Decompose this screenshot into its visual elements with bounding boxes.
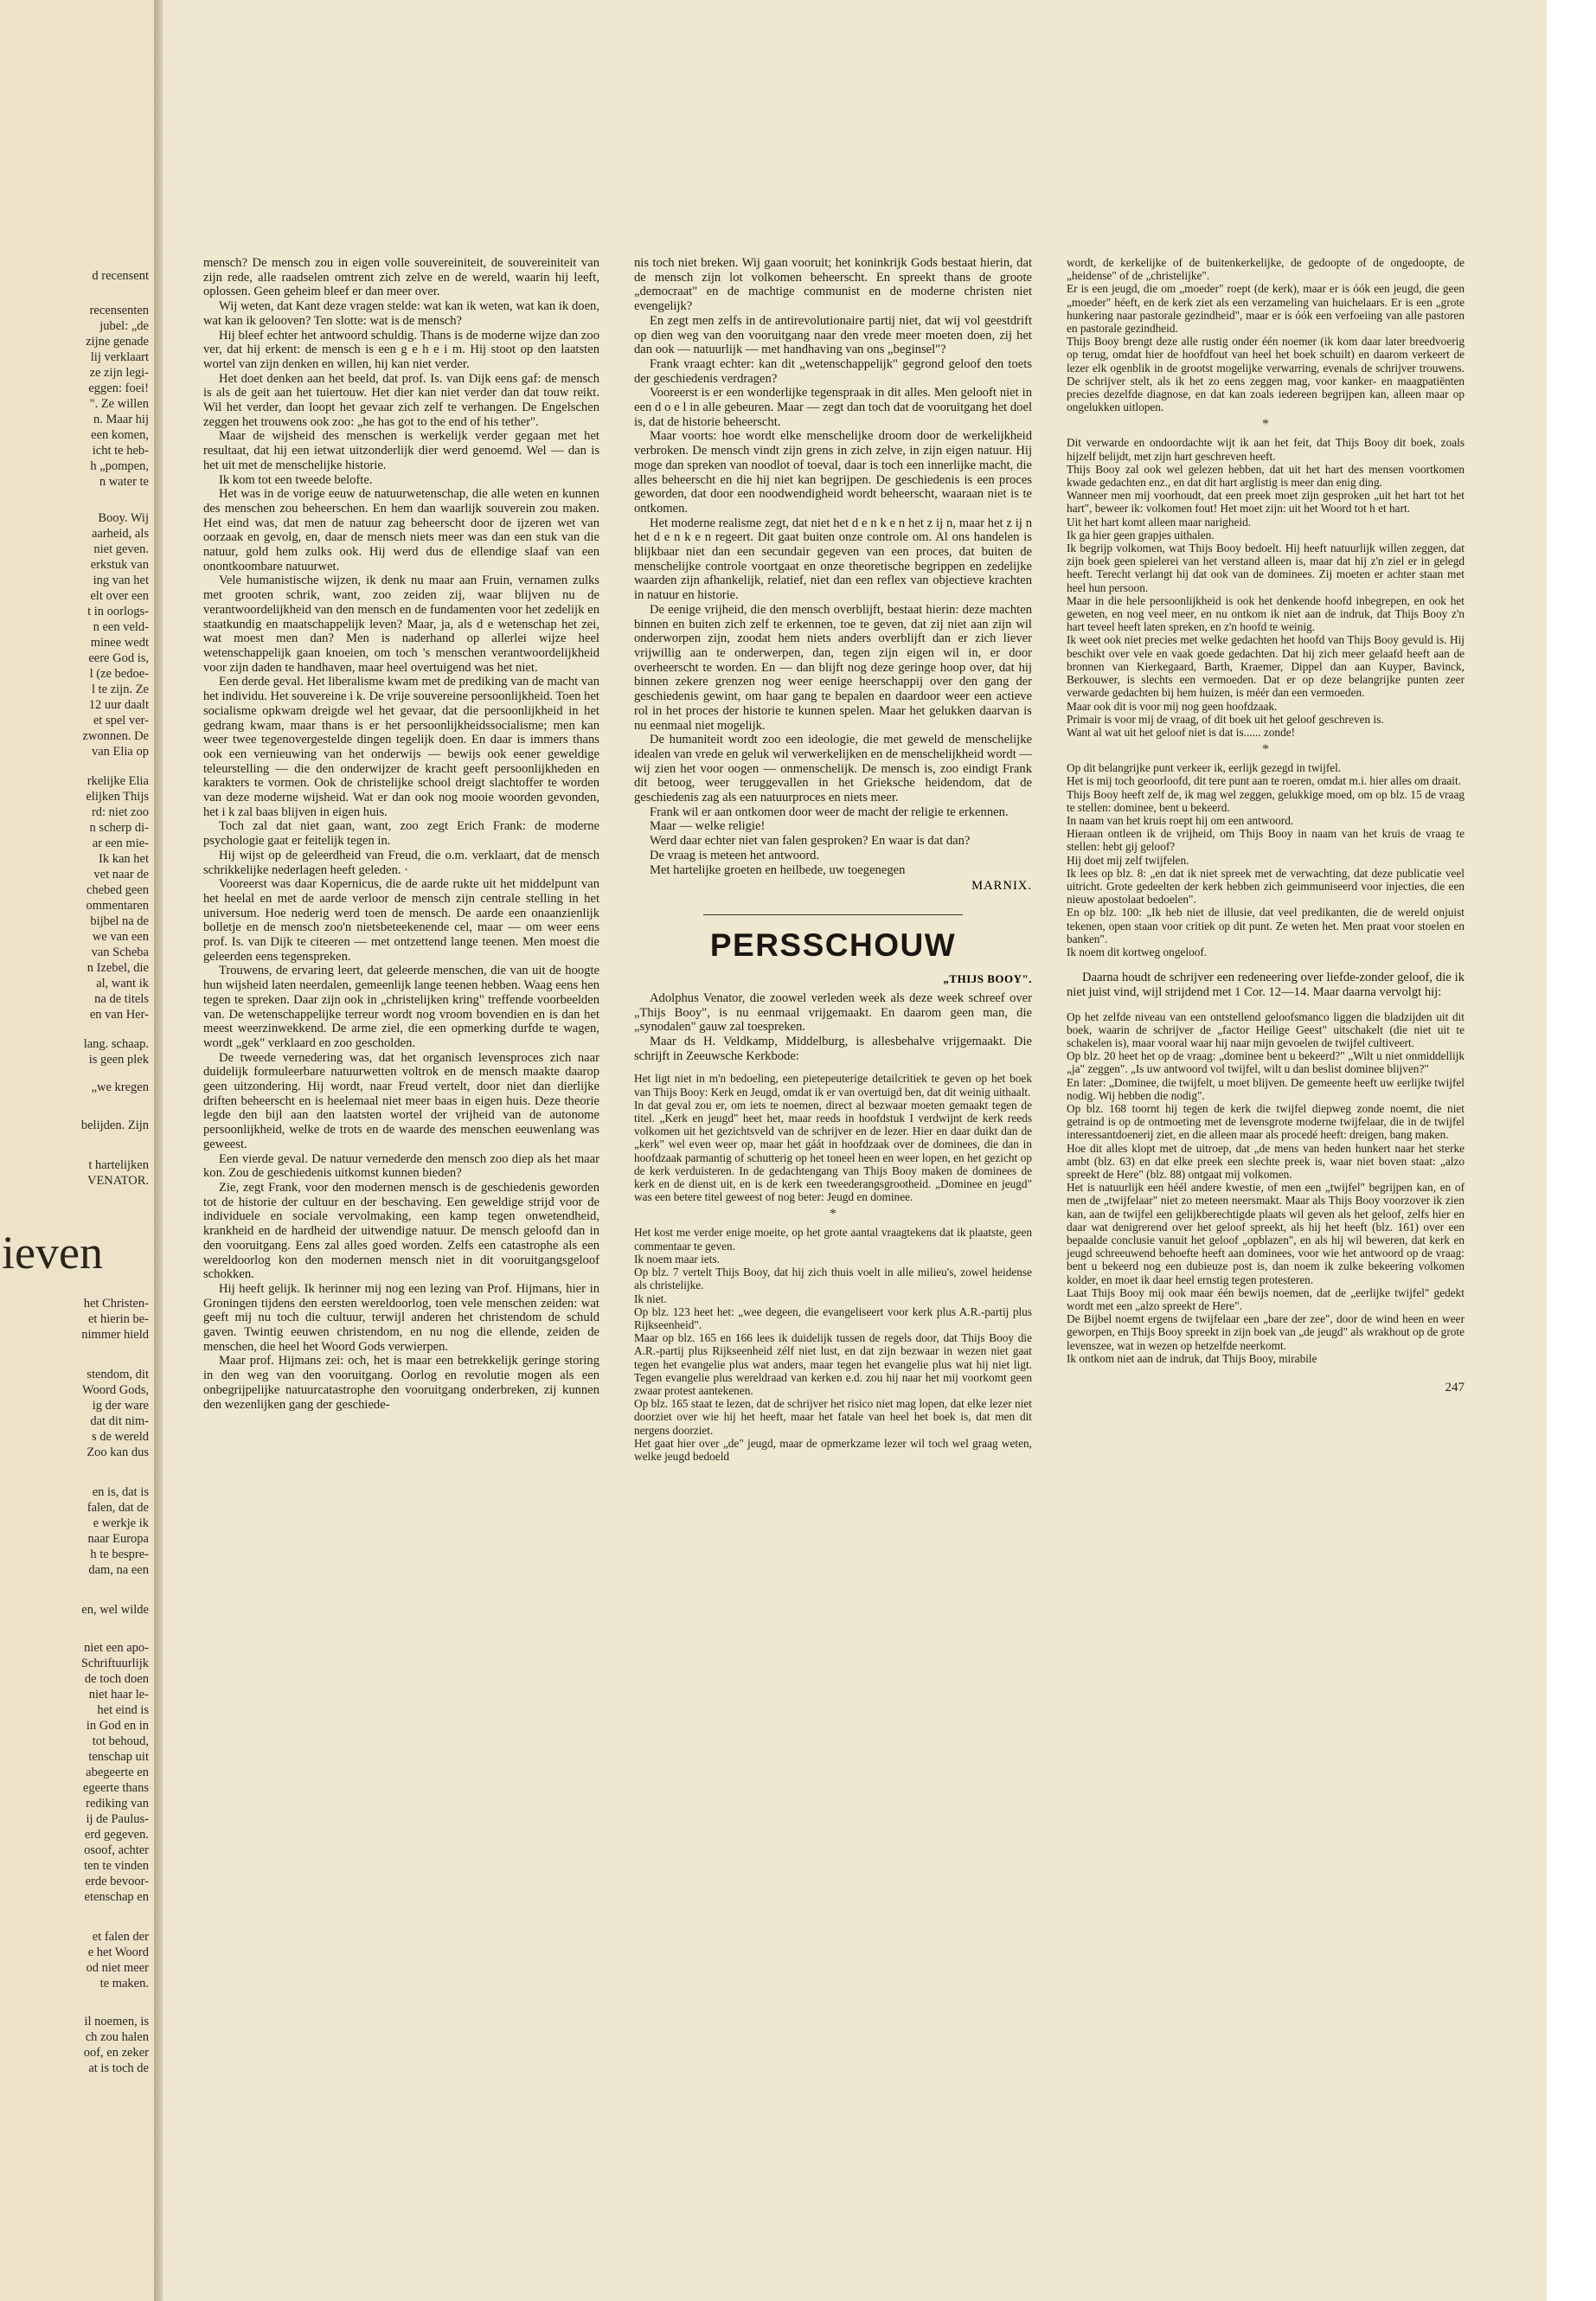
paragraph: Ik ontkom niet aan de indruk, dat Thijs Booy, mirabile: [1067, 1351, 1317, 1365]
column-3-quote-middle: [1067, 436, 1465, 739]
scan-margin: [1547, 0, 1596, 2301]
previous-page-line: ". Ze willen: [89, 397, 149, 411]
previous-page-line: e werkje ik: [93, 1516, 149, 1530]
paragraph: Ik kom tot een tweede belofte.: [219, 472, 373, 487]
paragraph: Hij wijst op de geleerdheid van Freud, die o.m. verklaart, dat de mensch schrikkelijke nederlagen heeft geleden. ·: [203, 848, 599, 877]
previous-page-line: het Christen-: [83, 1297, 149, 1311]
paragraph: Hoe dit alles klopt met de uitroep, dat „de mens van heden hunkert naar het sterke ambt (blz. 63) en dat elke preek een slechte preek is, waar niet boven staat: „alzo spreekt de Here" (blz. 88) ontgaat mij volkomen.: [1067, 1141, 1465, 1181]
persschouw-subheading: „THIJS BOOY".: [943, 971, 1032, 985]
paragraph: Hij doet mij zelf twijfelen.: [1067, 853, 1189, 867]
previous-page-line: bijbel na de: [90, 914, 149, 928]
paragraph: Op blz. 123 heet het: „wee degeen, die evangeliseert voor kerk plus A.R.-partij plus Rijkseenheid".: [634, 1304, 1032, 1331]
previous-page-line: ten te vinden: [84, 1859, 149, 1873]
previous-page-line: dat dit nim-: [90, 1414, 149, 1428]
previous-page-line: vet naar de: [93, 868, 149, 881]
paragraph: Laat Thijs Booy mij ook maar één bewijs noemen, dat de „eerlijke twijfel" gedekt wordt met een „alzo spreekt de Here".: [1067, 1285, 1465, 1313]
previous-page-line: at is toch de: [88, 2061, 149, 2075]
previous-page-line: rkelijke Elia: [87, 774, 149, 788]
previous-page-line: van Scheba: [91, 945, 149, 959]
paragraph: Een vierde geval. De natuur vernederde den mensch zoo diep als het maar kon. Zou de geschiedenis uitkomst kunnen bieden?: [203, 1151, 599, 1181]
previous-page-line: et falen der: [92, 1930, 149, 1944]
previous-page-line: Zoo kan dus: [87, 1445, 149, 1459]
previous-page-line: h te bespre-: [90, 1548, 149, 1561]
column-1: [203, 256, 599, 1412]
paragraph: wordt, de kerkelijke of de buitenkerkelijke, de gedoopte of de ongedoopte, de „heidense" of de „christelijke".: [1067, 256, 1465, 283]
previous-page-line: aarheid, als: [91, 527, 149, 541]
book-binding: [154, 0, 163, 2301]
paragraph: Adolphus Venator, die zoowel verleden week als deze week schreef over „Thijs Booy", is nu eenmaal vrijgemaakt. En daarom geen man, die „synodalen" gauw zal toespreken.: [634, 990, 1032, 1035]
previous-page-line: nimmer hield: [81, 1328, 149, 1342]
paragraph: De Bijbel noemt ergens de twijfelaar een „bare der zee", door de wind heen en weer geworpen, en Thijs Booy spreekt in zijn boek van „de jeugd" als wrakhout op de grote levenszee, wat in wezen op hetzelfde neerkomt.: [1067, 1312, 1465, 1352]
section-star-1: *: [830, 1207, 836, 1222]
paragraph: Maar prof. Hijmans zei: och, het is maar een betrekkelijk geringe storing in den weg van den vooruitgang. Oorlog en revolutie mogen als een onbegrijpelijke natuurcatastrophe den vooruitgang onderbreken, zij kunnen den wezenlijken gang der geschiede-: [203, 1354, 599, 1412]
magazine-page: [163, 0, 1547, 2301]
paragraph: Het doet denken aan het beeld, dat prof. Is. van Dijk eens gaf: de mensch is als de geit aan het tuiertouw. Het dier kan niet verder dan dat touw reikt. Wil het verder, dan loopt het gevaar zich zelf te verhangen. De Engelschen zeggen het trouwens ook zoo: „he has got to the end of his tether".: [203, 371, 599, 429]
paragraph: Ik weet ook niet precies met welke gedachten het hoofd van Thijs Booy gevuld is. Hij beschikt over vele en vaak goede gedachten. Dat hij zich meer gelaafd heeft aan de bronnen van Kierkegaard, Barth, Kraemer, Dippel dan aan Kuyper, Bavinck, Berkouwer, is slechts een vermoeden. Dat er op deze belangrijke punten zeer verwarde gedachten bij hem huizen, is méér dan een vermoeden.: [1067, 633, 1465, 700]
previous-page-line: jubel: „de: [99, 319, 149, 333]
previous-page-line: ar een mie-: [92, 836, 149, 850]
previous-page-line: l (ze bedoe-: [89, 667, 149, 681]
previous-page-line: 12 uur daalt: [88, 698, 149, 712]
previous-page-line: eggen: foei!: [88, 381, 149, 395]
paragraph: De vraag is meteen het antwoord.: [650, 848, 820, 862]
section-star-3: *: [1262, 742, 1269, 758]
previous-page-line: ig der ware: [92, 1399, 149, 1413]
paragraph: Wij weten, dat Kant deze vragen stelde: wat kan ik weten, wat kan ik doen, wat kan ik gelooven? Ten slotte: wat is de mensch?: [203, 299, 599, 328]
previous-page-line: niet een apo-: [84, 1641, 149, 1655]
previous-page-line: h „pompen,: [90, 459, 149, 473]
previous-page-line: e het Woord: [87, 1945, 149, 1959]
previous-page-fragment: [0, 0, 154, 2301]
previous-page-line: tot behoud,: [92, 1734, 149, 1748]
paragraph: Zie, zegt Frank, voor den modernen mensch is de geschiedenis geworden tot de historie der cultuur en der beschaving. Een geweldige strijd voor de individuele en sociale vervolmaking, een kamp tegen onwetendheid, krankheid en de hardheid der uitwendige natuur. De mensch geloofd dan in den vooruitgang. Eens zal alles goed worden. Zelfs een catastrophe als een wereldoorlog kon den modernen mensch niet in dit vooruitgangsgeloof schokken.: [203, 1181, 599, 1282]
paragraph: De tweede vernedering was, dat het organisch levensproces zich naar duidelijk formuleerbare natuurwetten voltrok en de mensch maakte daarop geen uitzondering. Hij wordt, naar Freud vertelt, door niet dan dierlijke driften beheerscht en is heelemaal niet meer baas in eigen huis. Deze theorie legde den bijl aan den laatsten wortel der vrijheid van de autonome persoonlijkheid, welke de trots en de waarde des menschen eeuwenlang was geweest.: [203, 1050, 599, 1151]
paragraph: Het is mij toch geoorloofd, dit tere punt aan te roeren, omdat m.i. hier alles om draait.: [1067, 774, 1462, 788]
previous-page-line: niet haar le-: [88, 1688, 149, 1702]
letter-continuation-text: [634, 256, 1032, 877]
section-star-2: *: [1262, 417, 1269, 433]
previous-page-line: we van een: [92, 930, 149, 944]
previous-page-line: te maken.: [99, 1977, 149, 1990]
paragraph: Ik begrijp volkomen, wat Thijs Booy bedoelt. Hij heeft natuurlijk willen zeggen, dat zijn boek geen spielerei van het verstand alleen is, maar dat hij z'n ziel er in gelegd heeft. Terecht verlangt hij dat ook van de dominees. Zij moeten er achter staan met heel hun persoon.: [1067, 542, 1465, 594]
previous-page-line: erd gegeven.: [84, 1828, 149, 1842]
persschouw-heading: PERSSCHOUW: [709, 926, 957, 963]
paragraph: In dat geval zou er, om iets te noemen, direct al bezwaar moeten gemaakt tegen de titel. „Kerk en jeugd" heet het, maar reeds in hoofdstuk I verdwijnt de kerk reeds volkomen uit het gezichtsveld van de schrijver en de lezer. Hier en daar duikt dan de „kerk" wel even weer op, maar het gáát in hoofdzaak over de dominees, die dan in hoofdzaak parmantig of schutterig op het toneel heen en weer lopen, en het gezicht op de kerk verduisteren. In de gedachtengang van Thijs Booy maken de dominees de kerk en de dienst uit, en is de kerk een tweederangsgrootheid. „Dominee en jeugd" was een betere titel geweest of nog beter: Jeugd en dominee.: [634, 1098, 1032, 1204]
paragraph: Vooreerst is er een wonderlijke tegenspraak in dit alles. Men gelooft niet in een d o e l in alle gebeuren. Maar — zegt dan toch dat de vooruitgang het doel is, dat de historie beheerscht.: [634, 386, 1032, 429]
previous-page-line: n scherp di-: [89, 821, 149, 835]
persschouw-quote-2: [634, 1226, 1032, 1463]
previous-page-line: de toch doen: [84, 1672, 149, 1686]
paragraph: Frank wil er aan ontkomen door weer de macht der religie te erkennen.: [650, 804, 1009, 819]
previous-page-line: en, wel wilde: [81, 1603, 149, 1617]
previous-page-line: en is, dat is: [92, 1485, 149, 1499]
paragraph: Het moderne realisme zegt, dat niet het d e n k e n het z ij n, maar het z ij n het d e n k e n regeert. Dit gaat buiten onze controle om. Al ons handelen is blijkbaar niet dan een secundair gegeven van een proces, dat buiten de menschelijke controle voortgaat en onze theoretische begrippen en zedelijke waarden zijn afhankelijk, relatief, niet dan een reflex van objectieve krachten in natuur en historie.: [634, 516, 1032, 603]
previous-page-line: „we kregen: [91, 1080, 149, 1094]
paragraph: Er is een jeugd, die om „moeder" roept (de kerk), maar er is óók een jeugd, die geen „moeder" héeft, en de kerk ziet als een verzameling van huichelaars. Er is een „grote hunkering naar pastorale gezindheid", maar er is óók een verfoeiing van alle pastoren en pastorale gezindheid.: [1067, 282, 1465, 336]
paragraph: Thijs Booy brengt deze alle rustig onder één noemer (ik kom daar later breedvoerig op terug, omdat hier de hoofdfout van heel het boek schuilt) en daarom verkeert de lezer elk ogenblik in de grootst mogelijke verwarring, evenals de schrijver trouwens. De schrijver stelt, als ik het zo eens zeggen mag, voor kanker- en maagpatiënten precies dezelfde diagnose, en dat kan zoals iedereen begrijpen kan, alleen maar op ongelukken uitlopen.: [1067, 335, 1465, 414]
previous-page-line: n Izebel, die: [87, 961, 149, 975]
paragraph: En zegt men zelfs in de antirevolutionaire partij niet, dat wij vol geestdrift op dien weg van den vooruitgang naar den vrede meer moeten doen, zij het dan ook — natuurlijk — met handhaving van ons „beginsel"?: [634, 313, 1032, 357]
paragraph: Werd daar echter niet van falen gesproken? En waar is dat dan?: [650, 834, 971, 849]
previous-page-line: il noemen, is: [84, 2015, 149, 2029]
previous-page-line: Schriftuurlijk: [80, 1657, 149, 1670]
paragraph: Het was in de vorige eeuw de natuurwetenschap, die alle weten en kunnen des menschen zou beheerschen. En hem dan waarlijk souverein zou maken. Het eind was, dat men de natuur zag beheerscht door de ijzeren wet van oorzaak en gevolg, en, daar de mensch niets meer was dan een stuk van die natuur, gold hem zulks ook. Hij werd dus de ellendige slaaf van een onontkoombare natuurwet.: [203, 487, 599, 574]
column-3-quote-final: [1067, 1010, 1465, 1365]
previous-page-line: l te zijn. Ze: [91, 683, 149, 696]
paragraph: Thijs Booy heeft zelf de, ik mag wel zeggen, gelukkige moed, om op blz. 15 de vraag te stellen: dominee, bent u bekeerd.: [1067, 787, 1465, 814]
previous-page-line: het eind is: [97, 1703, 149, 1717]
previous-page-line: erkstuk van: [90, 558, 149, 572]
paragraph: En op blz. 100: „Ik heb niet de illusie, dat veel predikanten, die de wereld onjuist tekenen, open staan voor critiek op dit punt. Ze weten het. Men praat voor stoelen en banken".: [1067, 906, 1465, 945]
paragraph: Uit het hart komt alleen maar narigheid.: [1067, 515, 1252, 529]
previous-page-heading: ieven: [2, 1227, 103, 1279]
previous-page-line: elijken Thijs: [86, 790, 149, 804]
previous-page-line: ch zou halen: [85, 2030, 149, 2044]
paragraph: Thijs Booy zal ook wel gelezen hebben, dat uit het hart des mensen voortkomen kwade gedachten enz., en dat dit hart arglistig is meer dan enig ding.: [1067, 462, 1465, 490]
previous-page-line: naar Europa: [87, 1532, 149, 1546]
previous-page-line: t hartelijken: [88, 1158, 149, 1172]
previous-page-line: Booy. Wij: [98, 511, 149, 525]
paragraph: Wanneer men mij voorhoudt, dat een preek moet zijn gesproken „uit het hart tot het hart", beweer ik: volkomen fout! Het moet zijn: uit het Woord tot h et hart.: [1067, 489, 1465, 516]
previous-page-line: Woord Gods,: [82, 1383, 149, 1397]
paragraph: Een derde geval. Het liberalisme kwam met de prediking van de macht van het individu. Het souvereine i k. De vrije souvereine persoonlijkheid. Toen het socialisme opkwam dreigde wel het gevaar, dat die persoonlijkheid in het gedrang kwam, maar thans is er het persoonlijkheidssocialisme; men kan weer twee tegenovergestelde dingen tegelijk doen. En daar is immers thans ook een vernieuwing van het onderwijs — bewijs ook eener geweldige teleurstelling — die den onderwijzer de kracht geeft persoonlijkheden en karakters te vormen. Ook de christelijke school dreigt slachtoffer te worden van deze moderne wijsheid. Wat er dan ook nog mooie woorden gevonden, het i k zal baas blijven in eigen huis.: [203, 675, 599, 819]
previous-page-line: rd: niet zoo: [91, 805, 149, 819]
previous-page-line: al, want ik: [96, 977, 149, 990]
paragraph: En later: „Dominee, die twijfelt, u moet blijven. De gemeente heeft uw eerlijke twijfel nodig. Wij hebben die nodig".: [1067, 1075, 1465, 1102]
paragraph: Maar voorts: hoe wordt elke menschelijke droom door de werkelijkheid verbroken. De mensch vindt zijn grens in zich zelve, in zijn eigen natuur. Hij moge dan spreken van noodlot of toeval, daar is toch een innerlijke macht, die alles beheerscht en die hij niet kan begrijpen. De geschiedenis is een proces geworden, dat door een noodwendigheid wordt beheerscht, waaraan niet is te ontkomen.: [634, 429, 1032, 516]
paragraph: Op blz. 7 vertelt Thijs Booy, dat hij zich thuis voelt in alle milieu's, zowel heidense als christelijke.: [634, 1266, 1032, 1292]
previous-page-line: ij de Paulus-: [86, 1812, 149, 1826]
paragraph: Maar ds H. Veldkamp, Middelburg, is allesbehalve vrijgemaakt. Die schrijft in Zeeuwsche Kerkbode:: [634, 1035, 1032, 1063]
previous-page-line: minee wedt: [90, 636, 149, 650]
previous-page-line: d recensent: [92, 269, 149, 283]
paragraph: Het kost me verder enige moeite, op het grote aantal vraagtekens dat ik plaatste, geen commentaar te geven.: [634, 1226, 1032, 1253]
previous-page-line: s de wereld: [91, 1430, 149, 1444]
paragraph: De eenige vrijheid, die den mensch overblijft, bestaat hierin: deze machten binnen en buiten zich zelf te erkennen, toe te geven, dat zij niet aan zijn wil onderworpen zijn, zoodat hem niets anders overblijft dan er zich liever vrijwillig aan te onderwerpen, dan, tegen zijn eigen wil in, er door overheerscht te worden. En — dan blijft nog deze geringe hoop over, dat hij binnen zekere grenzen nog weer eenige heerschappij over den gang der geschiedenis gewint, om haar gang te bepalen en daardoor weer een actieve rol in het proces der historie te kunnen spelen. Maar het gelukken daarvan is nu eenmaal niet mogelijk.: [634, 602, 1032, 733]
previous-page-line: n water te: [99, 475, 149, 489]
paragraph: Het is natuurlijk een héél andere kwestie, of men een „twijfel" begrijpen kan, en of men de „twijfelaar" niet zo meteen neersmakt. Maar als Thijs Booy voorzover ik zien kan, aan de twijfel een gelijkberechtigde plaats wil geven als het geloof, zelfs hier en daar wat denigrerend over het geloof spreekt, als hij het heeft (blz. 161) over een bepaalde conclusie vanuit het geloof „opblazen", en als hij wil beweren, dat kerk en jeugd schreeuwend behoefte heeft aan dominees, voor wie het antwoord op de vraag: bent u bekeerd nog een dubieuze post is, dan noem ik zulke bekeering volkomen kolder, en moet ik daar heel ernstig tegen protesteren.: [1067, 1181, 1465, 1286]
previous-page-line: ing van het: [93, 574, 149, 587]
previous-page-line: in God en in: [86, 1719, 149, 1733]
persschouw-quote-1: [634, 1072, 1032, 1203]
previous-page-line: na de titels: [94, 992, 149, 1006]
previous-page-line: n. Maar hij: [93, 413, 149, 426]
paragraph: Maar ook dit is voor mij nog geen hoofdzaak.: [1067, 699, 1278, 713]
section-divider: [703, 914, 963, 915]
paragraph: Daarna houdt de schrijver een redeneering over liefde-zonder geloof, die ik niet juist vind, wijl strijdend met 1 Cor. 12—14. Maar daarna vervolgt hij:: [1067, 971, 1465, 999]
paragraph: Hieraan ontleen ik de vrijheid, om Thijs Booy in naam van het kruis de vraag te stellen: hebt gij geloof?: [1067, 827, 1465, 854]
previous-page-line: rediking van: [86, 1797, 149, 1811]
paragraph: nis toch niet breken. Wij gaan vooruit; het koninkrijk Gods bestaat hierin, dat de mensch zijn lot volkomen beheerscht. En spreekt thans de groote „democraat" en de machtige communist en de moderne christen niet evengelijk?: [634, 256, 1032, 314]
previous-page-line: Ik kan het: [99, 852, 149, 866]
previous-page-line: van Elia op: [91, 745, 149, 759]
paragraph: Maar op blz. 165 en 166 lees ik duidelijk tussen de regels door, dat Thijs Booy die A.R.-partij plus Rijkseenheid zélf niet lust, en dat zijn bezwaar in wezen niet gaat tegen het evangelie plus wat anders, maar tegen het evangelie plus wat hij niet ligt. Tegen evangelie plus wereldraad van kerken e.d. zou hij naar het mij voorkomt geen zwaar protest aantekenen.: [634, 1331, 1032, 1397]
paragraph: Ik ga hier geen grapjes uithalen.: [1067, 528, 1215, 542]
column-2: [634, 256, 1032, 1463]
paragraph: Vele humanistische wijzen, ik denk nu maar aan Fruin, vernamen zulks met grooten schrik, want, zoo zeiden zij, waar blijven nu de verantwoordelijkheid van den mensch en de fundamenten voor het zedelijk en staatkundig en maatschappelijk leven? Maar, ja, als d e wetenschap het zei, wat moest men dan? Men is naderhand op allerlei wijze heel wetenschappelijk gaan knoeien, om toch 's menschen verantwoordelijkheid voor zijn daden te handhaven, maar heel overtuigend was het niet.: [203, 574, 599, 675]
paragraph: Maar — welke religie!: [650, 819, 766, 834]
previous-page-line: osoof, achter: [84, 1843, 149, 1857]
column-3: [1067, 256, 1465, 1395]
paragraph: De humaniteit wordt zoo een ideologie, die met geweld de menschelijke idealen van vrede en geluk wil verwerkelijken en de menschelijkheid wordt — wij zien het voor oogen — onmenschelijk. De mensch is, zoo eindigt Frank dit betoog, weer teruggevallen in het Grieksche heidendom, dat de geschiedenis zag als een natuurproces en niets meer.: [634, 733, 1032, 805]
paragraph: Ik lees op blz. 8: „en dat ik niet spreek met de verwachting, dat deze publicatie veel uitricht. Grote gedeelten der kerk hebben zich geimmuniseerd voor injecties, die een nieuw apostolaat bedoelen".: [1067, 866, 1465, 907]
previous-page-line: abegeerte en: [86, 1766, 149, 1779]
paragraph: Op blz. 165 staat te lezen, dat de schrijver het risico niet mag lopen, dat elke lezer niet doorziet over wie hij het heeft, maar het fatale van heel het boek is, dat men dit nergens doorziet.: [634, 1397, 1032, 1437]
previous-page-line: tenschap uit: [88, 1750, 149, 1764]
paragraph: Op blz. 20 heet het op de vraag: „dominee bent u bekeerd?" „Wilt u niet onmiddellijk „ja" zeggen". „Is uw antwoord vol twijfel, wilt u dan beslist dominee blijven?": [1067, 1049, 1465, 1076]
previous-page-line: ommentaren: [86, 899, 149, 913]
previous-page-line: en van Her-: [89, 1008, 149, 1022]
paragraph: Op dit belangrijke punt verkeer ik, eerlijk gezegd in twijfel.: [1067, 761, 1342, 775]
letter-signature: MARNIX.: [971, 879, 1032, 894]
paragraph: Hij heeft gelijk. Ik herinner mij nog een lezing van Prof. Hijmans, hier in Groningen tijdens den eersten wereldoorlog, toen vele menschen zeiden: wat geeft mij nu toch die cultuur, terwijl anderen het christendom de schuld gaven. Twintig eeuwen christendom, en nu nog die ellende, zeiden de menschen, die heel het Woord Gods verwierpen.: [203, 1281, 599, 1354]
column-1-article-text: [203, 256, 599, 1412]
previous-page-line: t in oorlogs-: [87, 605, 149, 619]
paragraph: Dit verwarde en ondoordachte wijt ik aan het feit, dat Thijs Booy dit boek, zoals hijzelf belijdt, met zijn hart geschreven heeft.: [1067, 436, 1465, 463]
paragraph: Vooreerst was daar Kopernicus, die de aarde rukte uit het middelpunt van het heelal en met de aarde verloor de mensch zijn centrale stelling in het universum. Hoe nederig werd toen de mensch. De aarde een onaanzienlijk bolletje en de mensch zoo'n nietsbeteekenende cel, maar — om weer eens prof. Is. van Dijk te citeeren — met ontzettend lange teenen. Men moest die geleerden eens tegenspreken.: [203, 877, 599, 964]
previous-page-line: et hierin be-: [87, 1312, 149, 1326]
previous-page-line: is geen plek: [88, 1053, 149, 1067]
previous-page-line: elt over een: [90, 589, 149, 603]
previous-page-line: recensenten: [89, 304, 149, 317]
paragraph: Frank vraagt echter: kan dit „wetenschappelijk" gegrond geloof den toets der geschiedenis verdragen?: [634, 356, 1032, 386]
previous-page-line: falen, dat de: [87, 1501, 149, 1515]
previous-page-line: lij verklaart: [90, 350, 149, 364]
previous-page-line: niet geven.: [93, 542, 149, 556]
previous-page-line: chebed geen: [86, 883, 149, 897]
previous-page-line: stendom, dit: [87, 1368, 149, 1381]
paragraph: Ik niet.: [634, 1292, 667, 1305]
previous-page-line: belijden. Zijn: [80, 1118, 149, 1132]
paragraph: Het gaat hier over „de" jeugd, maar de opmerkzame lezer wil toch wel graag weten, welke jeugd bedoeld: [634, 1436, 1032, 1463]
previous-page-line: erde bevoor-: [85, 1875, 149, 1888]
previous-page-line: oof, en zeker: [83, 2046, 149, 2060]
paragraph: Met hartelijke groeten en heilbede, uw toegenegen: [650, 862, 906, 877]
previous-page-line: een komen,: [91, 428, 149, 442]
previous-page-line: lang. schaap.: [83, 1037, 149, 1051]
paragraph: Maar in die hele persoonlijkheid is ook het denkende hoofd inbegrepen, en ook het geweten, en nog veel meer, en nu ontkom ik niet aan de indruk, dat Thijs Booy z'n hart teveel heeft laten spreken, en z'n hoofd te weinig.: [1067, 593, 1465, 634]
column-3-quote-top: [1067, 256, 1465, 413]
paragraph: In naam van het kruis roept hij om een antwoord.: [1067, 813, 1294, 827]
paragraph: Het ligt niet in m'n bedoeling, een pietepeuterige detailcritiek te geven op het boek van Thijs Booy: Kerk en Jeugd, omdat ik er van overtuigd ben, dat dit weinig uithaalt.: [634, 1072, 1032, 1099]
previous-page-line: zwonnen. De: [82, 729, 149, 743]
previous-page-line: etenschap en: [84, 1890, 149, 1904]
persschouw-intro: [634, 991, 1032, 1064]
paragraph: Op blz. 168 toornt hij tegen de kerk die twijfel diepweg zonde noemt, die niet getraind is op de ontmoeting met de levensgrote moderne twijfelaar, die in de twijfel interessantdoenerij ziet, en die alleen maar als procedé heeft: dreigen, bang maken.: [1067, 1101, 1465, 1142]
paragraph: Op het zelfde niveau van een ontstellend geloofsmanco liggen die bladzijden uit dit boek, waarin de schrijver de „factor Heilige Geest" uitschakelt (die niet uit te schakelen is), maar vooral waar hij naar mijn gevoelen de twijfel cultiveert.: [1067, 1009, 1465, 1049]
paragraph: Hij bleef echter het antwoord schuldig. Thans is de moderne wijze dan zoo ver, dat hij erkent: de mensch is een g e h e i m. Hij stoot op den laatsten wortel van zijn denken en willen, hij kan niet verder.: [203, 328, 599, 371]
previous-page-line: VENATOR.: [87, 1174, 149, 1188]
paragraph: Ik noem maar iets.: [634, 1252, 720, 1266]
previous-page-line: od niet meer: [86, 1961, 149, 1975]
previous-page-line: egeerte thans: [82, 1781, 149, 1795]
previous-page-line: icht te heb-: [92, 444, 149, 458]
page-number: 247: [1445, 1381, 1465, 1395]
paragraph: Want al wat uit het geloof niet is dat is...... zonde!: [1067, 725, 1296, 739]
paragraph: Trouwens, de ervaring leert, dat geleerde menschen, die van uit de hoogte hun wijsheid laten neerdalen, gemeenlijk lange teenen hebben. Waag eens hen tegen te spreken. Daar zijn ook in „christelijken kring" treffende voorbeelden van. De wetenschappelijke terreur wordt nog vroom bovendien en is dan het meest weerzinwekkend. De arme ziel, die een opmerking durfde te wagen, wordt „gek" verklaard en zoo gescholden.: [203, 964, 599, 1050]
paragraph: Primair is voor mij de vraag, of dit boek uit het geloof geschreven is.: [1067, 712, 1384, 726]
previous-page-line: eere God is,: [88, 651, 149, 665]
paragraph: mensch? De mensch zou in eigen volle souvereiniteit, de souvereiniteit van zijn rede, alle raadselen omtrent zich zelve en de wereld, waarin hij leeft, oplossen. Geen geheim bleef er dan meer over.: [203, 256, 599, 299]
column-3-quote-lower: [1067, 761, 1465, 958]
previous-page-line: n een veld-: [93, 620, 149, 634]
previous-page-line: et spel ver-: [93, 714, 149, 727]
previous-page-line: zijne genade: [86, 335, 149, 349]
previous-page-line: dam, na een: [88, 1563, 149, 1577]
paragraph: Maar de wijsheid des menschen is werkelijk verder gegaan met het resultaat, dat hij een ietwat uitzonderlijk dier werd genoemd. Wel — dan is het uit met de menschelijke historie.: [203, 429, 599, 472]
paragraph: Ik noem dit kortweg ongeloof.: [1067, 945, 1208, 958]
column-3-editorial-text: [1067, 971, 1465, 999]
previous-page-line: ze zijn legi-: [89, 366, 149, 380]
paragraph: Toch zal dat niet gaan, want, zoo zegt Erich Frank: de moderne psychologie gaat er feitelijk tegen in.: [203, 819, 599, 849]
